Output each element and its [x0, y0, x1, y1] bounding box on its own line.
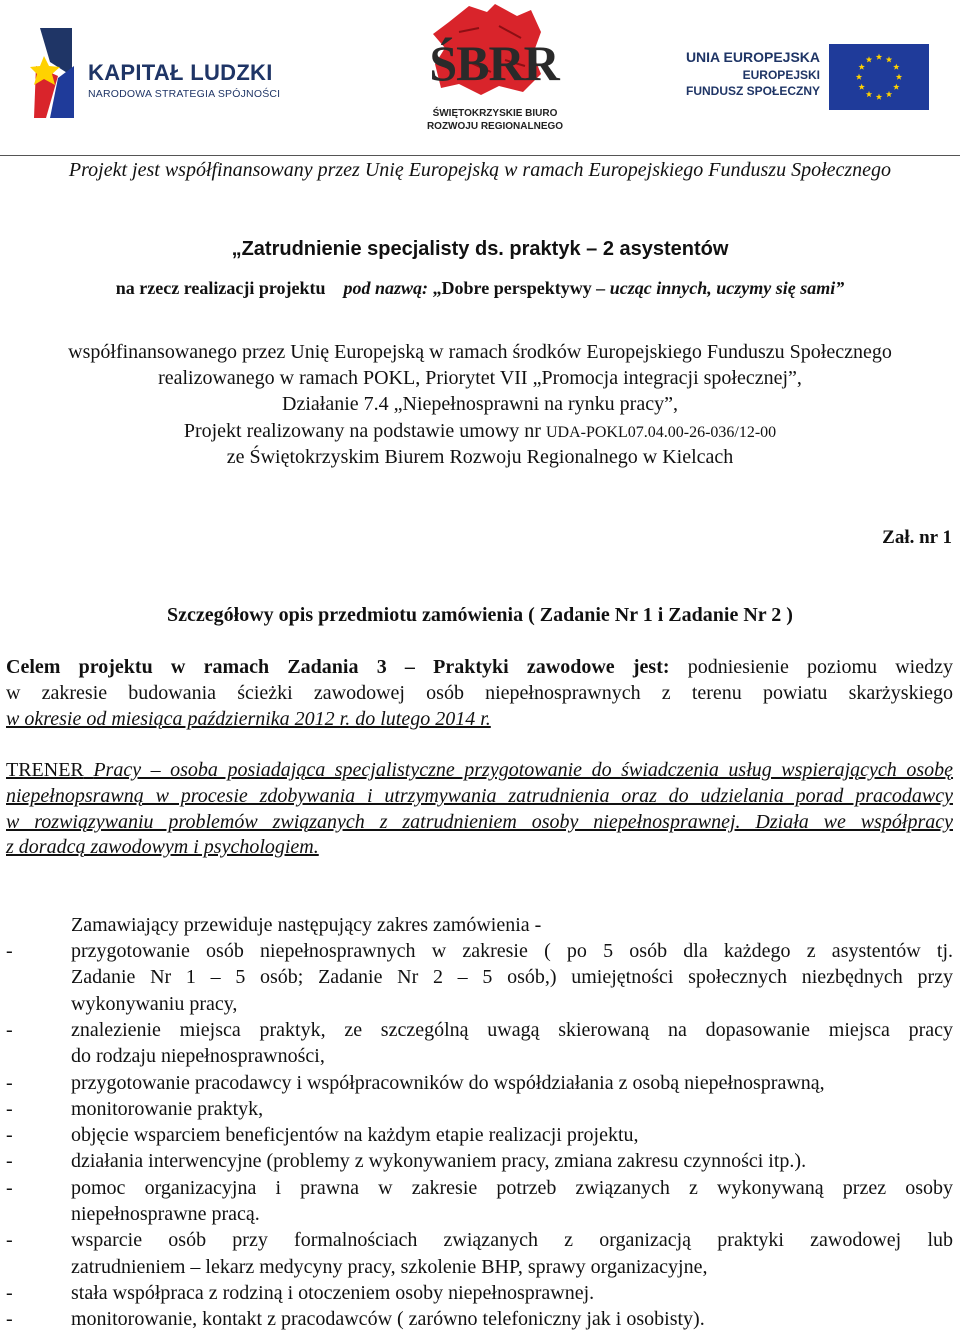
contract-number: UDA-POKL07.04.00-26-036/12-00: [545, 424, 777, 441]
goal-period: w okresie od miesiąca października 2012 r. do lutego 2014 r.: [6, 708, 491, 730]
kapital-ludzki-title: KAPITAŁ LUDZKI: [88, 60, 273, 85]
scope-item-1-line-1: przygotowanie osób niepełnosprawnych w zakresie ( po 5 osób dla każdego z asystentów tj.: [71, 940, 953, 962]
sbrr-line-1: ŚWIĘTOKRZYSKIE BIURO: [432, 108, 558, 119]
scope-item-10-line-1: monitorowanie, kontakt z pracodawców ( zarówno telefoniczny jak i osobisty).: [71, 1308, 705, 1331]
financing-line-1: współfinansowanego przez Unię Europejską w ramach środków Europejskiego Funduszu Społecznego: [68, 341, 892, 363]
scope-item-8-line-1: wsparcie osób przy formalnościach związanych z organizacją praktyki zawodowej lub: [71, 1229, 953, 1252]
document-title: „Zatrudnienie specjalisty ds. praktyk – 2 asystentów: [231, 238, 729, 260]
goal-line-2: w zakresie budowania ścieżki zawodowej osób niepełnosprawnych z terenu powiatu skarżyskiego: [6, 682, 953, 704]
financing-line-2: realizowanego w ramach POKL, Priorytet VII „Promocja integracji społecznej”,: [158, 367, 802, 389]
eu-line-3: FUNDUSZ SPOŁECZNY: [685, 84, 820, 98]
project-name: „Dobre perspektywy: [432, 278, 592, 298]
financing-line-3: Działanie 7.4 „Niepełnosprawni na rynku pracy”,: [282, 393, 678, 415]
scope-item-2-line-2: do rodzaju niepełnosprawności,: [71, 1045, 325, 1068]
scope-item-3-line-1: przygotowanie pracodawcy i współpracowników do współdziałania z osobą niepełnosprawną,: [71, 1071, 825, 1094]
scope-item-5-line-1: objęcie wsparciem beneficjentów na każdym etapie realizacji projektu,: [71, 1124, 639, 1147]
goal-label: Celem projektu w ramach Zadania 3 – Praktyki zawodowe jest:: [6, 656, 670, 678]
trainer-line-4: z doradcą zawodowym i psychologiem.: [6, 836, 319, 858]
scope-item-dash: -: [6, 1281, 13, 1304]
kapital-ludzki-subtitle: NARODOWA STRATEGIA SPÓJNOŚCI: [88, 88, 281, 100]
scope-item-1-line-2: Zadanie Nr 1 – 5 osób; Zadanie Nr 2 – 5 osób,) umiejętności społecznych niezbędnych przy: [71, 966, 953, 989]
project-name-line: [0, 278, 960, 299]
scope-item-dash: -: [6, 1124, 13, 1147]
header-divider: [0, 155, 960, 156]
sbrr-wordmark: ŚBRR: [429, 35, 559, 91]
project-name-label: pod nazwą:: [343, 278, 429, 298]
goal-line-1: [6, 656, 953, 679]
scope-item-dash: -: [6, 1308, 13, 1331]
logo-header: [0, 0, 960, 150]
financing-line-5: ze Świętokrzyskim Biurem Rozwoju Regionalnego w Kielcach: [226, 446, 734, 468]
scope-item-6-line-1: działania interwencyjne (problemy z wykonywaniem pracy, zmiana zakresu czynności itp.).: [71, 1150, 807, 1173]
scope-item-7-line-2: niepełnosprawne pracą.: [71, 1203, 260, 1225]
scope-item-dash: -: [6, 1018, 13, 1041]
trainer-line-1: [6, 759, 953, 782]
scope-item-dash: -: [6, 940, 13, 962]
eu-flag-icon: [829, 44, 929, 110]
goal-text: podniesienie poziomu wiedzy: [687, 656, 953, 678]
section-heading: Szczegółowy opis przedmiotu zamówienia ( Zadanie Nr 1 i Zadanie Nr 2 ): [167, 604, 793, 626]
scope-item-9-line-1: stała współpraca z rodziną i otoczeniem osoby niepełnosprawnej.: [71, 1281, 595, 1304]
financing-line-4: [0, 420, 960, 443]
scope-intro: Zamawiający przewiduje następujący zakres zamówienia -: [71, 914, 542, 936]
attachment-number: Zał. nr 1: [882, 527, 952, 548]
sbrr-line-2: ROZWOJU REGIONALNEGO: [426, 121, 564, 132]
trainer-term: TRENER: [6, 759, 84, 781]
scope-item-1-line-3: wykonywaniu pracy,: [71, 992, 238, 1015]
scope-item-8-line-2: zatrudnieniem – lekarz medycyny pracy, szkolenie BHP, sprawy organizacyjne,: [71, 1255, 708, 1278]
sbrr-logo: [415, 2, 570, 134]
eu-line-1: UNIA EUROPEJSKA: [685, 49, 820, 65]
scope-item-dash: -: [6, 1097, 13, 1120]
eu-efs-logo: [680, 44, 940, 124]
trainer-definition: Pracy – osoba posiadająca specjalistyczne przygotowanie do świadczenia usług wspierających osobę: [93, 759, 954, 781]
scope-item-7-line-1: pomoc organizacyjna i prawna w zakresie potrzeb związanych z wykonywaną przez osoby: [71, 1176, 953, 1199]
scope-item-2-line-1: znalezienie miejsca praktyk, ze szczególną uwagą skierowaną na dopasowanie miejsca pracy: [71, 1018, 953, 1041]
eu-line-2: EUROPEJSKI: [742, 68, 820, 82]
scope-item-dash: -: [6, 1176, 13, 1199]
scope-item-dash: -: [6, 1071, 13, 1094]
scope-item-dash: -: [6, 1150, 13, 1173]
scope-item-dash: -: [6, 1229, 13, 1252]
trainer-line-2: niepełnopsrawną w procesie zdobywania i utrzymywania zatrudnienia oraz do udzielania porad pracodawcy: [6, 785, 953, 807]
trainer-line-3: w rozwiązywaniu problemów związanych z zatrudnieniem osoby niepełnosprawnej. Działa we współpracy: [6, 811, 953, 833]
scope-item-4-line-1: monitorowanie praktyk,: [71, 1097, 264, 1120]
kapital-ludzki-star-icon: [30, 26, 78, 120]
contract-prefix: Projekt realizowany na podstawie umowy nr: [183, 420, 541, 442]
cofinancing-tagline: Projekt jest współfinansowany przez Unię Europejską w ramach Europejskiego Funduszu Społecznego: [68, 159, 892, 181]
project-name-suffix: – ucząc innych, uczymy się sami”: [596, 278, 845, 298]
kapital-ludzki-logo: [30, 24, 280, 124]
project-name-prefix: na rzecz realizacji projektu: [115, 278, 326, 298]
